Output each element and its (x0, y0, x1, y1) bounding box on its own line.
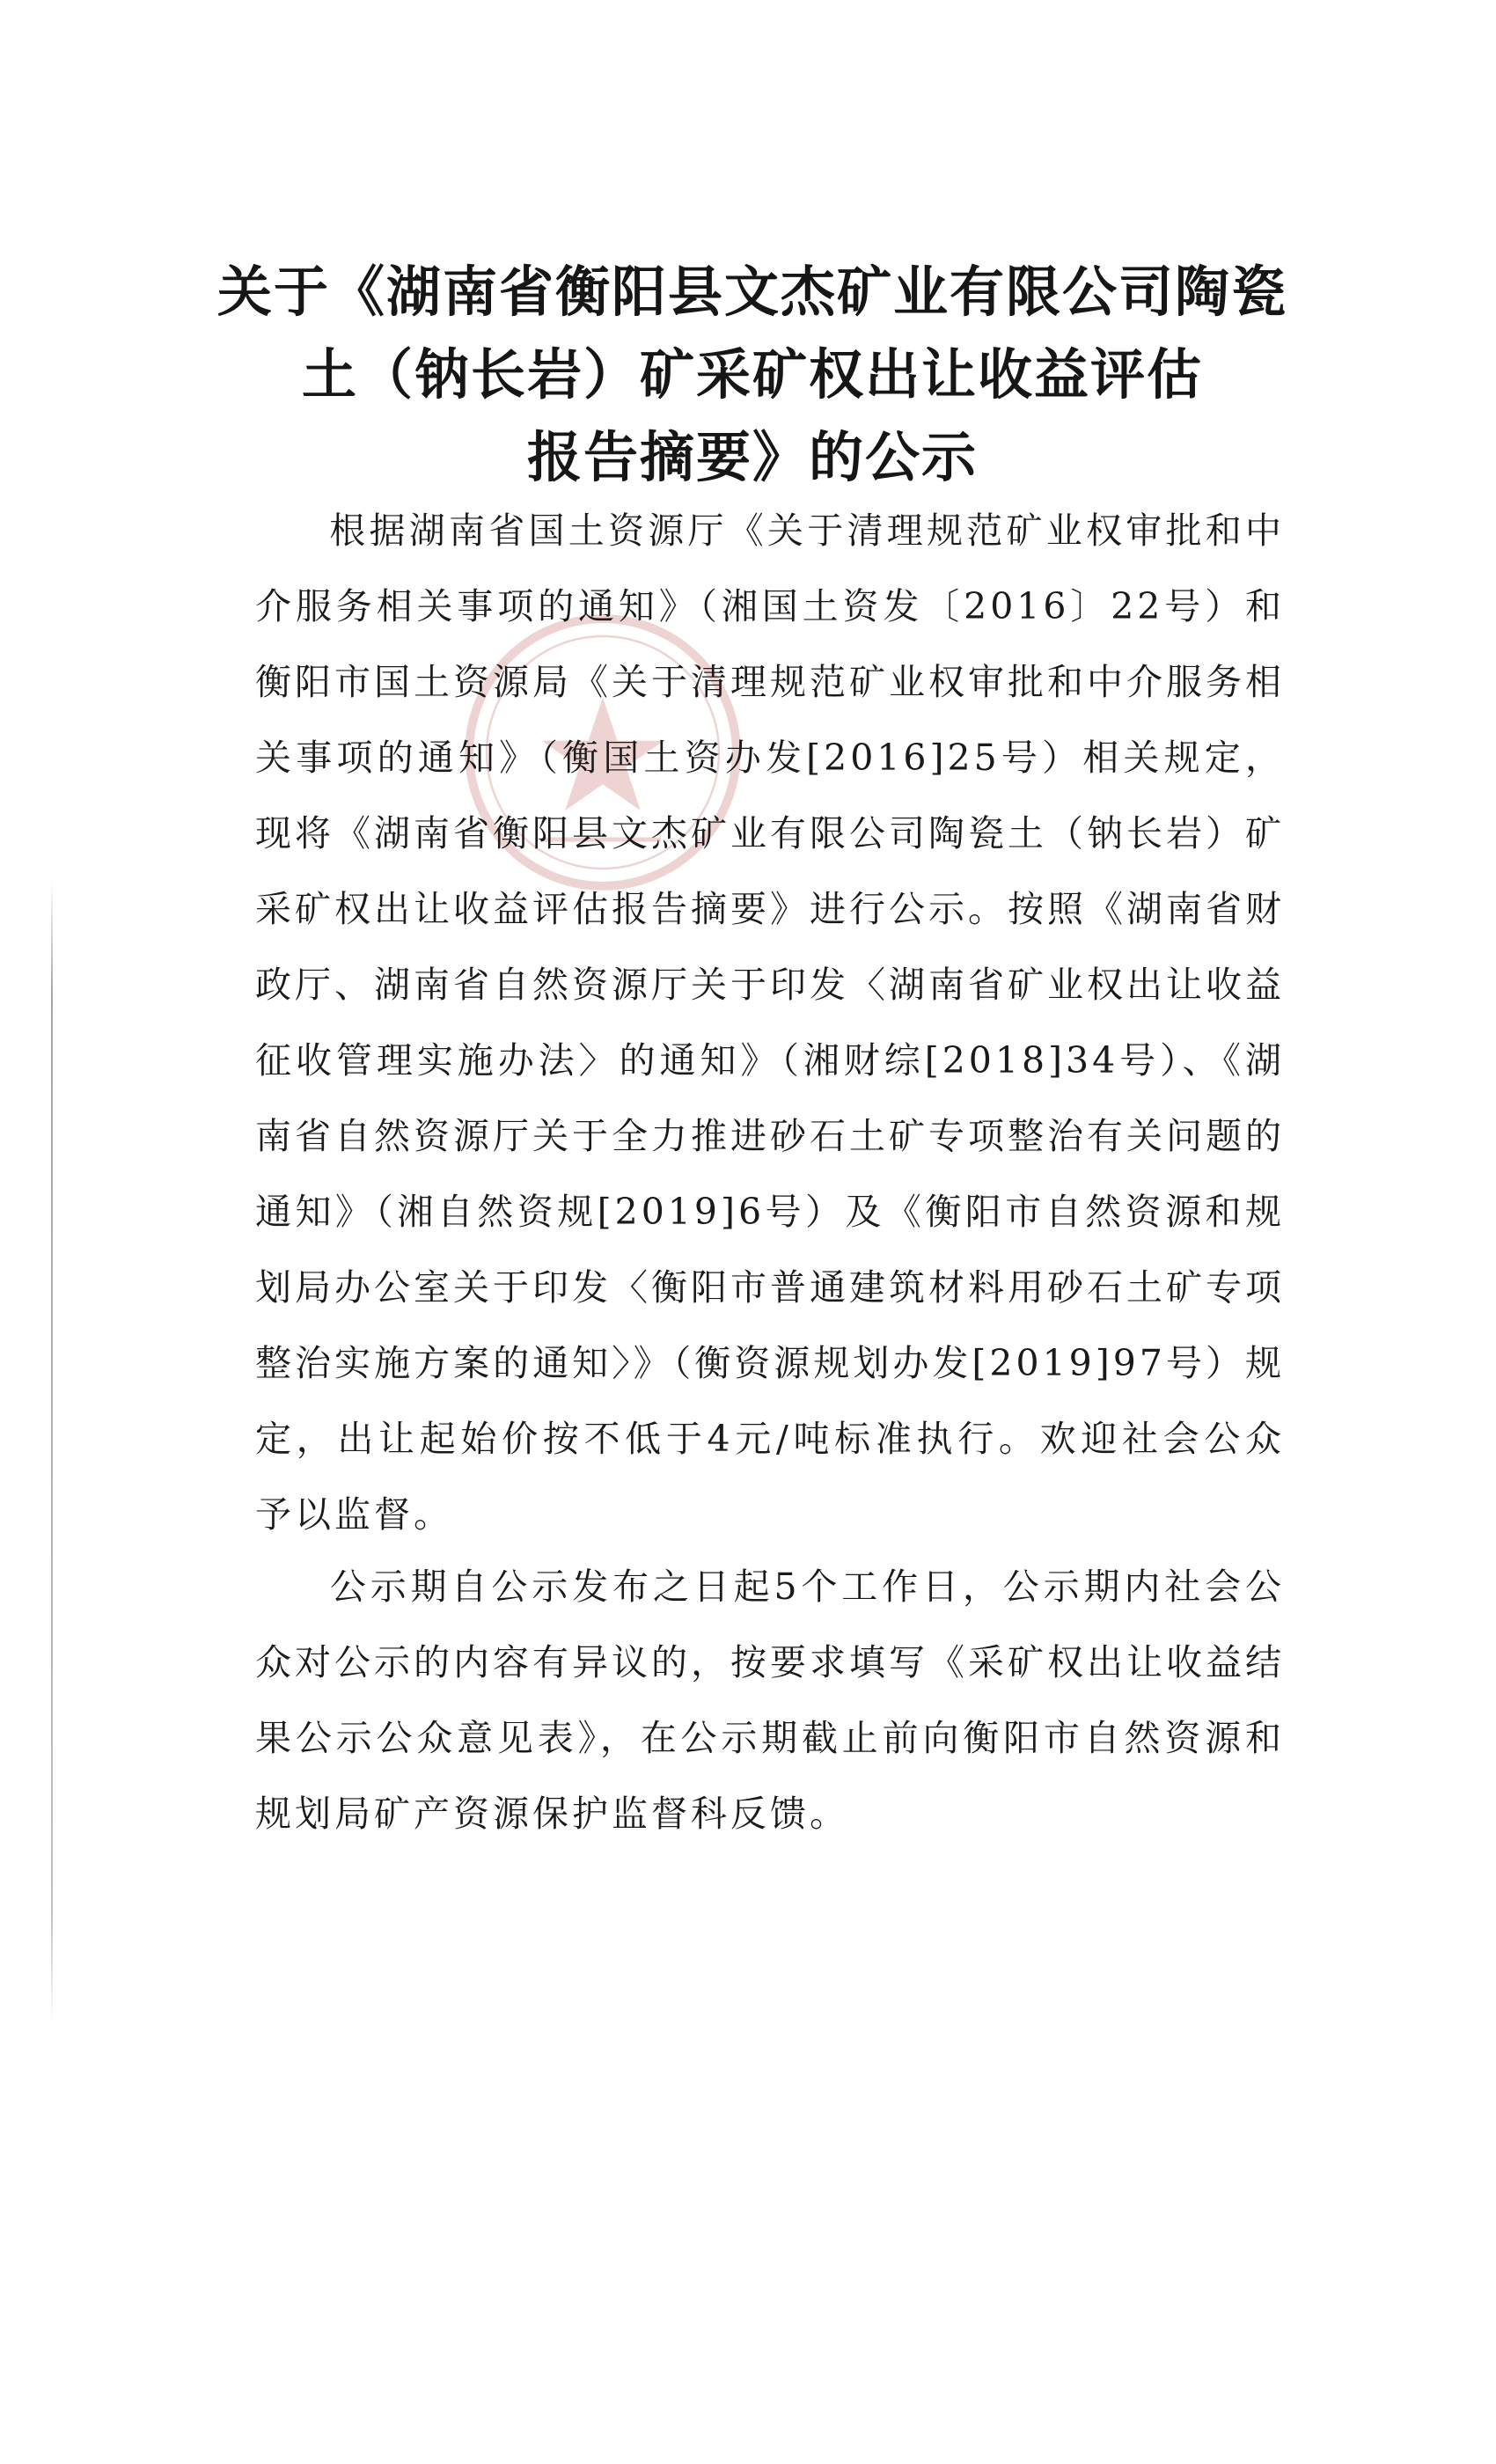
title-line-3: 报告摘要》的公示 (526, 425, 978, 489)
title-line-1: 关于《湖南省衡阳县文杰矿业有限公司陶瓷 (216, 260, 1287, 324)
paragraph-basis (255, 493, 1285, 1552)
title-line-2: 土（钠长岩）矿采矿权出让收益评估 (301, 342, 1203, 407)
paragraph-basis-text: 根据湖南省国土资源厅《关于清理规范矿业权审批和中介服务相关事项的通知》（湘国土资发〔2016〕22号）和衡阳市国土资源局《关于清理规范矿业权审批和中介服务相关事项的通知》（衡国土资办发[2016]25号）相关规定，现将《湖南省衡阳县文杰矿业有限公司陶瓷土（钠长岩）矿采矿权出让收益评估报告摘要》进行公示。按照《湖南省财政厅、湖南省自然资源厅关于印发〈湖南省矿业权出让收益征收管理实施办法〉的通知》（湘财综[2018]34号）、《湖南省自然资源厅关于全力推进砂石土矿专项整治有关问题的通知》（湘自然资规[2019]6号）及《衡阳市自然资源和规划局办公室关于印发〈衡阳市普通建筑材料用砂石土矿专项整治实施方案的通知〉》（衡资源规划办发[2019]97号）规定，出让起始价按不低于4元/吨标准执行。欢迎社会公众予以监督。 (255, 510, 1285, 1536)
scan-edge-divider (51, 880, 53, 2024)
paragraph-publicity-period-text: 公示期自公示发布之日起5个工作日，公示期内社会公众对公示的内容有异议的，按要求填写《采矿权出让收益结果公示公众意见表》，在公示期截止前向衡阳市自然资源和规划局矿产资源保护监督科反馈。 (255, 1566, 1285, 1835)
document-title (211, 251, 1294, 499)
paragraph-publicity-period (255, 1549, 1285, 1852)
